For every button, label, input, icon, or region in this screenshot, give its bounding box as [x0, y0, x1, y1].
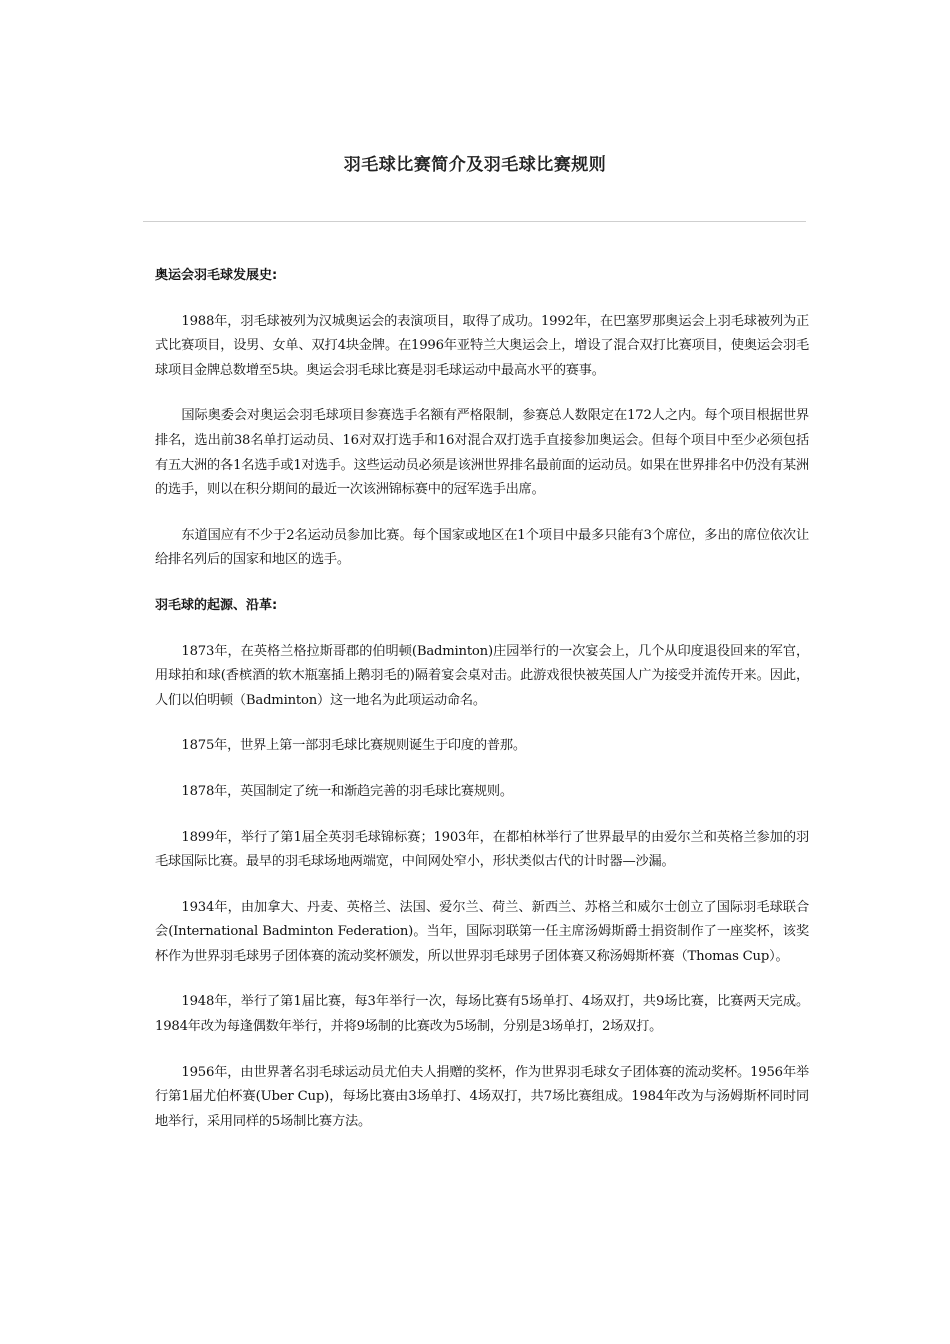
paragraph: 1988年，羽毛球被列为汉城奥运会的表演项目，取得了成功。1992年，在巴塞罗那奥运会上羽毛球被列为正式比赛项目，设男、女单、双打4块金牌。在1996年亚特兰大奥运会上，增设了混合双打比赛项目，使奥运会羽毛球项目金牌总数增至5块。奥运会羽毛球比赛是羽毛球运动中最高水平的赛事。 — [155, 313, 809, 378]
title-divider — [143, 221, 806, 222]
paragraph: 1878年，英国制定了统一和渐趋完善的羽毛球比赛规则。 — [181, 783, 513, 799]
paragraph: 1956年，由世界著名羽毛球运动员尤伯夫人捐赠的奖杯，作为世界羽毛球女子团体赛的流动奖杯。1956年举行第1届尤伯杯赛(Uber Cup)，每场比赛由3场单打、4场双打，共7场比赛组成。1984年改为与汤姆斯杯同时同地举行，采用同样的5场制比赛方法。 — [155, 1064, 809, 1129]
paragraph: 东道国应有不少于2名运动员参加比赛。每个国家或地区在1个项目中最多只能有3个席位，多出的席位依次让给排名列后的国家和地区的选手。 — [155, 527, 809, 568]
paragraph: 1873年，在英格兰格拉斯哥郡的伯明顿(Badminton)庄园举行的一次宴会上，几个从印度退役回来的军官，用球拍和球(香槟酒的软木瓶塞插上鹅羽毛的)隔着宴会桌对击。此游戏很快被英国人广为接受并流传开来。因此，人们以伯明顿（Badminton）这一地名为此项运动命名。 — [155, 643, 809, 708]
document-title: 羽毛球比赛简介及羽毛球比赛规则 — [343, 155, 607, 175]
paragraph: 1899年，举行了第1届全英羽毛球锦标赛；1903年，在都柏林举行了世界最早的由爱尔兰和英格兰参加的羽毛球国际比赛。最早的羽毛球场地两端宽，中间网处窄小，形状类似古代的计时器—沙漏。 — [155, 829, 809, 870]
paragraph: 国际奥委会对奥运会羽毛球项目参赛选手名额有严格限制，参赛总人数限定在172人之内。每个项目根据世界排名，选出前38名单打运动员、16对双打选手和16对混合双打选手直接参加奥运会。但每个项目中至少必须包括有五大洲的各1名选手或1对选手。这些运动员必须是该洲世界排名最前面的运动员。如果在世界排名中仍没有某洲的选手，则以在积分期间的最近一次该洲锦标赛中的冠军选手出席。 — [155, 408, 809, 498]
paragraph: 1934年，由加拿大、丹麦、英格兰、法国、爱尔兰、荷兰、新西兰、苏格兰和威尔士创立了国际羽毛球联合会(International Badminton Federation)。当年，国际羽联第一任主席汤姆斯爵士捐资制作了一座奖杯，该奖杯作为世界羽毛球男子团体赛的流动奖杯颁发，所以世界羽毛球男子团体赛又称汤姆斯杯赛（Thomas Cup）。 — [155, 899, 809, 964]
section-heading-olympic-history: 奥运会羽毛球发展史: — [155, 268, 278, 283]
section-heading-origin: 羽毛球的起源、沿革: — [155, 597, 278, 613]
paragraph: 1875年，世界上第一部羽毛球比赛规则诞生于印度的普那。 — [181, 738, 526, 754]
document-body — [155, 264, 809, 1155]
paragraph: 1948年，举行了第1届比赛，每3年举行一次，每场比赛有5场单打、4场双打，共9场比赛，比赛两天完成。1984年改为每逢偶数年举行，并将9场制的比赛改为5场制，分别是3场单打，2场双打。 — [155, 994, 809, 1035]
